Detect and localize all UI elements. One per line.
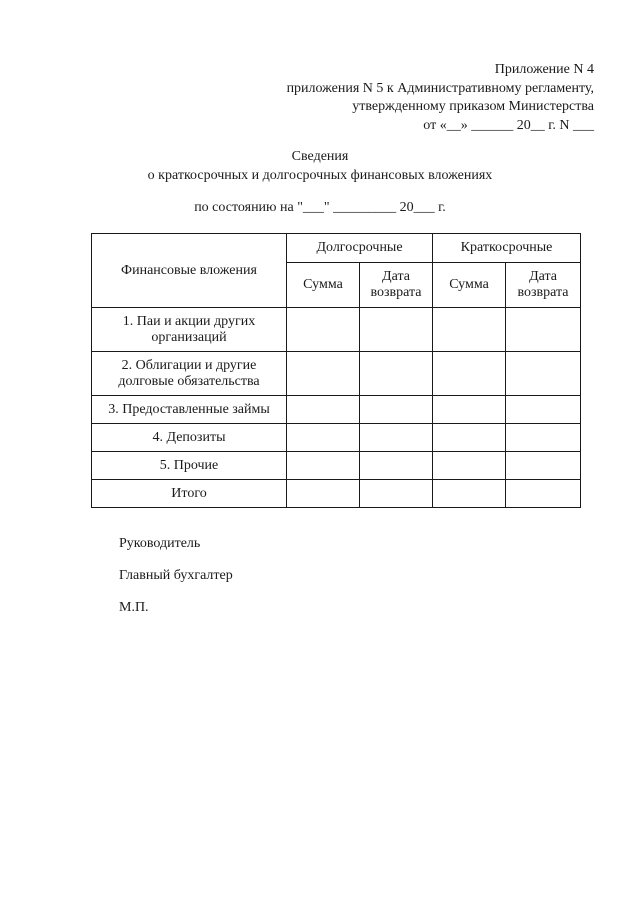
appendix-number: Приложение N 4 — [494, 62, 594, 77]
as-of-date: по состоянию на "___" _________ 20___ г. — [194, 200, 446, 215]
header-investments: Финансовые вложения — [92, 234, 287, 308]
cell-short-sum[interactable] — [433, 396, 506, 424]
cell-long-sum[interactable] — [287, 424, 360, 452]
cell-long-return-date[interactable] — [360, 352, 433, 396]
cell-short-return-date[interactable] — [506, 424, 581, 452]
row-label: 5. Прочие — [92, 452, 287, 480]
cell-long-return-date[interactable] — [360, 452, 433, 480]
cell-short-return-date[interactable] — [506, 308, 581, 352]
investments-table — [91, 233, 581, 508]
row-label: 4. Депозиты — [92, 424, 287, 452]
signature-block — [119, 536, 233, 632]
cell-short-sum[interactable] — [433, 452, 506, 480]
header-short-return-date: Дата возврата — [506, 263, 581, 308]
seal-placeholder: М.П. — [119, 600, 149, 615]
cell-short-return-date[interactable] — [506, 396, 581, 424]
cell-short-sum[interactable] — [433, 480, 506, 508]
table-row — [92, 396, 581, 424]
cell-short-return-date[interactable] — [506, 480, 581, 508]
row-label-total: Итого — [92, 480, 287, 508]
cell-long-return-date[interactable] — [360, 308, 433, 352]
table-total-row — [92, 480, 581, 508]
table-row — [92, 308, 581, 352]
signature-chief-accountant: Главный бухгалтер — [119, 568, 233, 583]
cell-long-sum[interactable] — [287, 396, 360, 424]
table-row — [92, 352, 581, 396]
cell-long-return-date[interactable] — [360, 396, 433, 424]
cell-short-sum[interactable] — [433, 424, 506, 452]
cell-long-return-date[interactable] — [360, 424, 433, 452]
title-line-1: Сведения — [291, 149, 349, 164]
appendix-reference: приложения N 5 к Административному регламенту, — [286, 80, 594, 96]
cell-short-sum[interactable] — [433, 308, 506, 352]
header-long-term: Долгосрочные — [287, 234, 433, 263]
row-label: 3. Предоставленные займы — [92, 396, 287, 424]
header-long-return-date: Дата возврата — [360, 263, 433, 308]
cell-short-sum[interactable] — [433, 352, 506, 396]
cell-long-return-date[interactable] — [360, 480, 433, 508]
document-title — [0, 148, 640, 185]
cell-long-sum[interactable] — [287, 452, 360, 480]
row-label: 2. Облигации и другие долговые обязательства — [92, 352, 287, 396]
table-header-row — [92, 234, 581, 263]
order-date-number: от «__» ______ 20__ г. N ___ — [423, 117, 594, 133]
approval-reference: утвержденному приказом Министерства — [352, 99, 594, 114]
header-short-term: Краткосрочные — [433, 234, 581, 263]
table-row — [92, 452, 581, 480]
title-line-2: о краткосрочных и долгосрочных финансовых вложениях — [147, 167, 493, 183]
cell-long-sum[interactable] — [287, 308, 360, 352]
cell-short-return-date[interactable] — [506, 352, 581, 396]
cell-long-sum[interactable] — [287, 352, 360, 396]
header-short-sum: Сумма — [433, 263, 506, 308]
signature-head: Руководитель — [119, 536, 201, 551]
header-long-sum: Сумма — [287, 263, 360, 308]
row-label: 1. Паи и акции других организаций — [92, 308, 287, 352]
document-header — [287, 61, 594, 135]
cell-long-sum[interactable] — [287, 480, 360, 508]
cell-short-return-date[interactable] — [506, 452, 581, 480]
table-row — [92, 424, 581, 452]
